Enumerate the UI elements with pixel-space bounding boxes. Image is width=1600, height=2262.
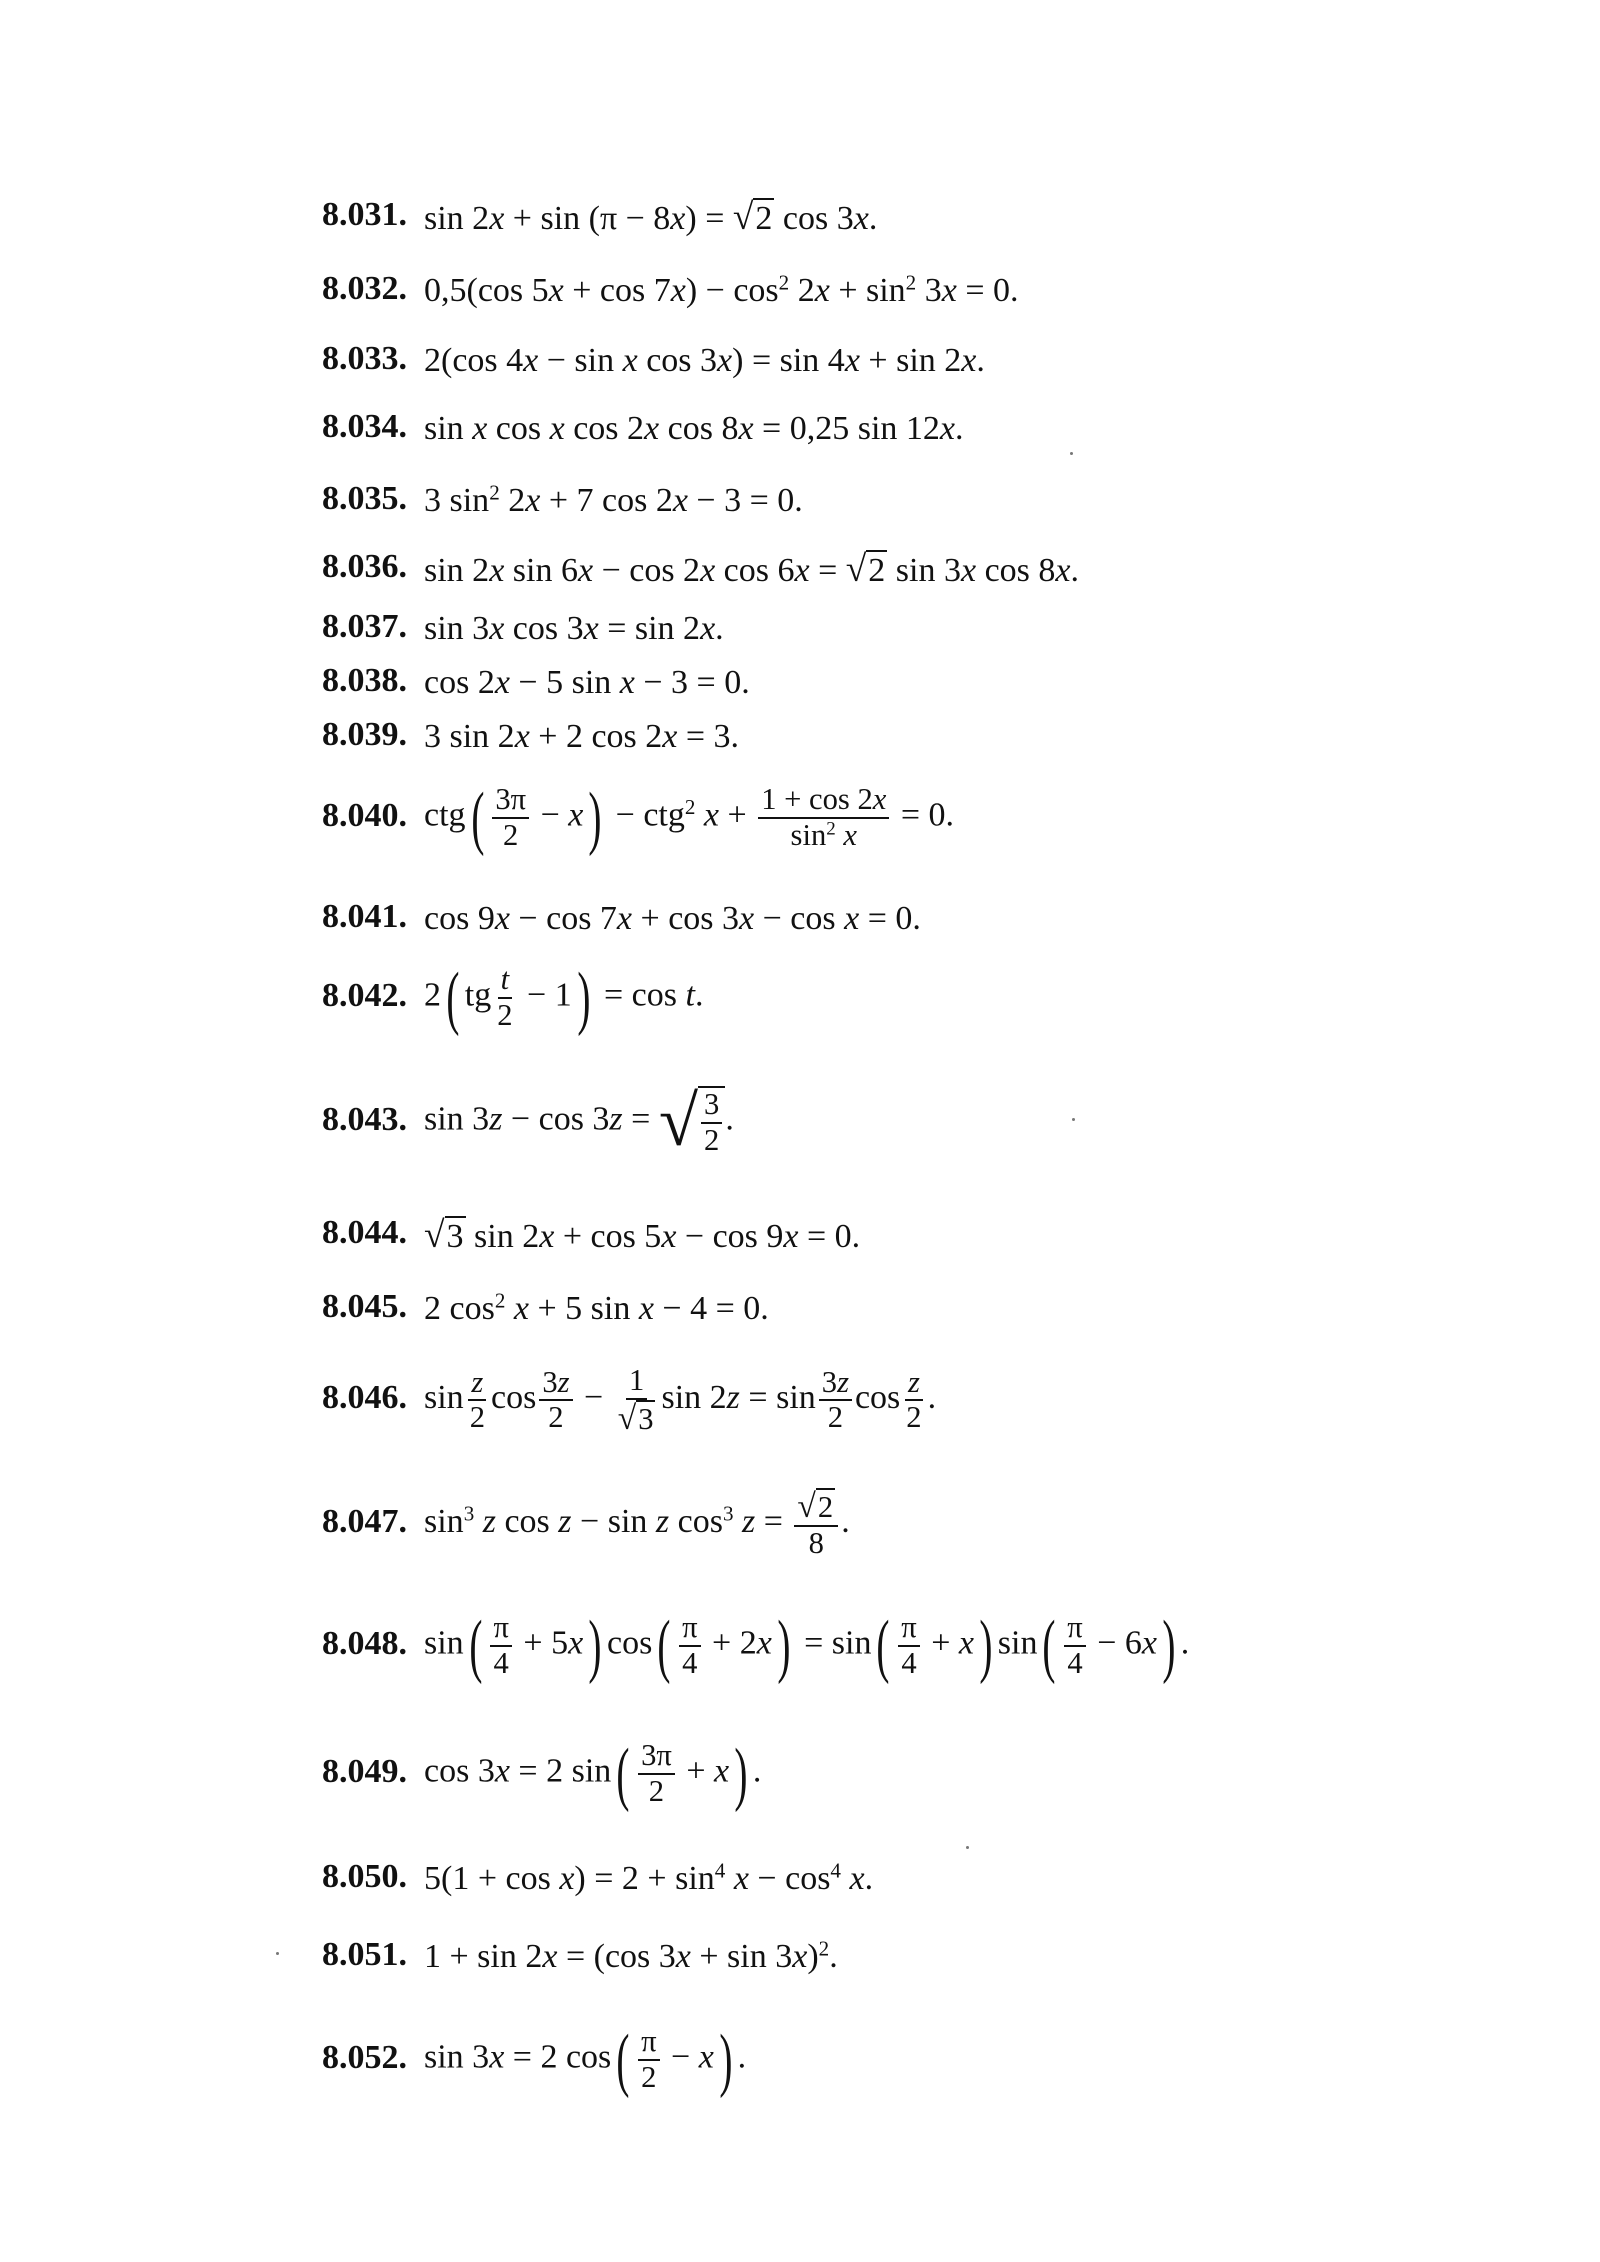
equation: 2 $\cos^2 x + 5$ sin x − 4 = 0. [424, 1288, 769, 1328]
equation: sin 2x sin 6x − cos 2x cos 6x = √2 sin 3x cos 8x. [424, 548, 1079, 590]
equation: 2( tg $\frac{t}{2}$ − 1) = cos t. [424, 958, 704, 1037]
equation: cos 2x − 5 sin x − 3 = 0. [424, 664, 750, 702]
problem-8-036 [322, 550, 1079, 588]
equation: cos 3x = 2 sin( $\frac{3\pi}{2}$ + x) . [424, 1734, 762, 1813]
equation: sin 3x = 2 cos( $\frac{\pi}{2}$ − x) . [424, 2020, 747, 2099]
problem-number: 8.031. [322, 196, 407, 233]
problem-8-035 [322, 482, 803, 518]
equation: sin 3x cos 3x = sin 2x. [424, 610, 724, 648]
problem-number: 8.038. [322, 662, 407, 699]
problem-8-049 [322, 1734, 762, 1813]
problem-number: 8.046. [322, 1379, 407, 1417]
problem-number: 8.052. [322, 2038, 407, 2076]
problem-number: 8.037. [322, 608, 407, 645]
equation: 1 + sin 2x = (cos 3x + sin 3x)$^2$. [424, 1936, 838, 1976]
problem-number: 8.050. [322, 1858, 407, 1895]
equation: sin $\frac{z}{2}$ cos $\frac{3z}{2}$ − $\frac{1}{√3}$ sin 2z = sin $\frac{3z}{2}$ cos $\frac{z}{2}$ . [424, 1363, 937, 1437]
problem-8-046 [322, 1364, 936, 1437]
problem-8-050 [322, 1860, 873, 1896]
problem-8-034 [322, 410, 964, 446]
scan-speck [276, 1952, 279, 1955]
problem-number: 8.051. [322, 1936, 407, 1973]
equation: sin x cos x cos 2x cos 8x = 0,25 sin 12x. [424, 410, 964, 448]
problem-8-043 [322, 1082, 734, 1161]
problem-number: 8.034. [322, 408, 407, 445]
problem-8-032 [322, 272, 1019, 308]
equation: ctg( $\frac{3\pi}{2}$ − x) − ctg$^2$ x + $\frac{1 + \cos 2x}{\sin^2 x}$ = 0. [424, 778, 955, 857]
equation: cos 9x − cos 7x + cos 3x − cos x = 0. [424, 900, 921, 938]
problem-number: 8.045. [322, 1288, 407, 1325]
problem-number: 8.036. [322, 548, 407, 585]
scan-speck [966, 1846, 969, 1849]
problem-number: 8.047. [322, 1503, 407, 1541]
problem-8-051 [322, 1938, 838, 1974]
problem-number: 8.032. [322, 270, 407, 307]
problem-8-041 [322, 900, 921, 936]
equation: sin( $\frac{\pi}{4}$ + 5x) cos( $\frac{\pi}{4}$ + 2x) = sin( $\frac{\pi}{4}$ + x) sin( $\frac{\pi}{4}$ − 6x) . [424, 1606, 1190, 1685]
problem-number: 8.049. [322, 1752, 407, 1790]
equation: 3 $\sin^2 2x + 7$ cos 2x − 3 = 0. [424, 480, 803, 520]
problem-8-039 [322, 718, 739, 754]
equation: √3 sin 2x + cos 5x − cos 9x = 0. [424, 1214, 861, 1256]
problem-8-045 [322, 1290, 769, 1326]
equation: $\sin^3 z$ cos z − sin z $\cos^3 z$ = $\frac{√2}{8}$ . [424, 1488, 850, 1561]
equation: sin 3z − cos 3z = √ $\frac{3}{2}$ . [424, 1082, 734, 1161]
problem-8-031 [322, 198, 877, 236]
scan-speck [1072, 1118, 1075, 1121]
problem-8-044 [322, 1216, 860, 1254]
problem-number: 8.044. [322, 1214, 407, 1251]
problem-number: 8.039. [322, 716, 407, 753]
problem-number: 8.033. [322, 340, 407, 377]
equation: 3 sin 2x + 2 cos 2x = 3. [424, 718, 740, 756]
problem-number: 8.041. [322, 898, 407, 935]
problem-8-052 [322, 2020, 747, 2099]
problem-8-037 [322, 610, 724, 646]
problem-number: 8.043. [322, 1100, 407, 1138]
problem-number: 8.040. [322, 796, 407, 834]
problem-8-047 [322, 1488, 850, 1561]
problem-number: 8.035. [322, 480, 407, 517]
problem-8-048 [322, 1606, 1190, 1685]
equation: 0,5(cos $5x + \cos 7x) - \cos^2 2x + \sin^2 3x = 0$. [424, 270, 1019, 310]
problem-number: 8.048. [322, 1624, 407, 1662]
problem-8-033 [322, 342, 985, 378]
equation: 2(cos 4x − sin x cos 3x) = sin 4x + sin 2x. [424, 342, 985, 380]
problem-number: 8.042. [322, 976, 407, 1014]
problem-8-040 [322, 778, 955, 857]
equation: $5(1 + \cos x) = 2 + \sin^4 x - \cos^4 x$. [424, 1858, 874, 1898]
problem-8-042 [322, 958, 704, 1037]
equation: sin 2x + sin (π − 8x) = √2 cos 3x. [424, 196, 878, 238]
problem-8-038 [322, 664, 750, 700]
scan-speck [1070, 452, 1073, 455]
